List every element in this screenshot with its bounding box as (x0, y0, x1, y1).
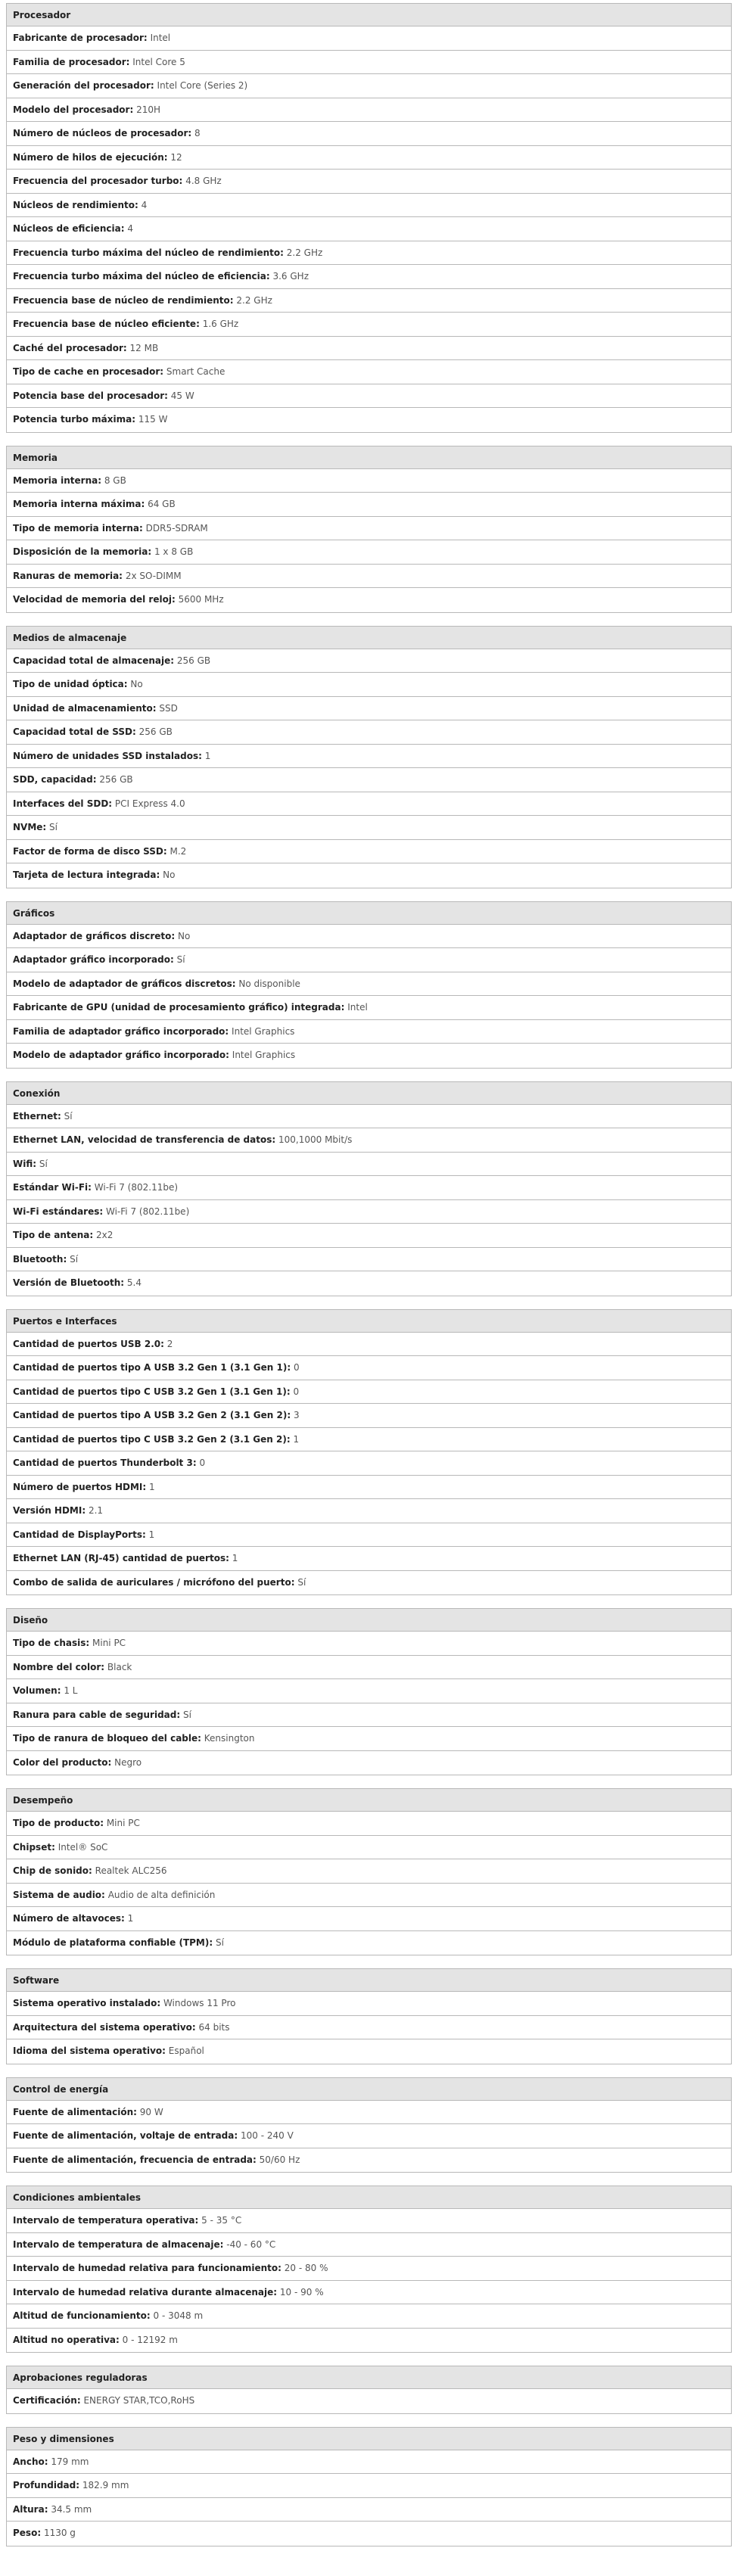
spec-value: 64 bits (198, 2021, 230, 2033)
spec-value: 1 (204, 750, 211, 761)
spec-label: Altura: (13, 2503, 48, 2515)
spec-value: 256 GB (176, 655, 211, 666)
spec-label: Tipo de unidad óptica: (13, 679, 128, 689)
spec-row (7, 1907, 731, 1931)
spec-label: Capacidad total de SSD: (13, 726, 136, 737)
spec-row (7, 1812, 731, 1836)
spec-row (7, 2474, 731, 2498)
spec-row (7, 217, 731, 241)
spec-value: 5 - 35 °C (201, 2215, 242, 2226)
spec-label: Intervalo de temperatura operativa: (13, 2215, 199, 2226)
spec-row (7, 1105, 731, 1129)
spec-section (6, 1081, 732, 1296)
spec-row (7, 469, 731, 493)
spec-value: ENERGY STAR,TCO,RoHS (83, 2395, 195, 2406)
spec-row (7, 26, 731, 51)
spec-label: Módulo de plataforma confiable (TPM): (13, 1937, 213, 1948)
spec-value: 8 (194, 128, 201, 138)
spec-row (7, 1547, 731, 1571)
spec-row (7, 2124, 731, 2148)
spec-value: 1 x 8 GB (154, 546, 194, 557)
spec-value: Sí (39, 1158, 48, 1169)
spec-label: Altitud de funcionamiento: (13, 2310, 151, 2321)
spec-value: DDR5-SDRAM (145, 522, 208, 534)
spec-row (7, 517, 731, 541)
spec-row (7, 1224, 731, 1248)
spec-row (7, 2233, 731, 2257)
spec-row (7, 1727, 731, 1751)
spec-value: 210H (136, 104, 161, 115)
spec-value: Intel (347, 1002, 368, 1013)
spec-row (7, 972, 731, 997)
spec-row (7, 1271, 731, 1296)
spec-label: NVMe: (13, 822, 47, 832)
spec-label: Ethernet LAN, velocidad de transferencia de datos: (13, 1134, 276, 1145)
spec-value: 0 - 3048 m (153, 2310, 204, 2321)
spec-label: Interfaces del SDD: (13, 798, 113, 809)
spec-label: Unidad de almacenamiento: (13, 702, 157, 714)
spec-value: No disponible (238, 978, 300, 989)
spec-label: Cantidad de puertos tipo C USB 3.2 Gen 2 (3.1 Gen 2): (13, 1433, 291, 1445)
spec-row (7, 1992, 731, 2016)
spec-row (7, 1751, 731, 1775)
spec-row (7, 948, 731, 972)
spec-label: Generación del procesador: (13, 80, 154, 91)
spec-row (7, 816, 731, 840)
spec-value: Intel Graphics (232, 1050, 296, 1060)
spec-value: No (130, 679, 143, 689)
spec-label: Profundidad: (13, 2480, 80, 2490)
spec-value: 90 W (139, 2106, 163, 2117)
spec-value: Smart Cache (166, 366, 225, 377)
spec-value: 1 (149, 1481, 155, 1492)
spec-label: Número de puertos HDMI: (13, 1481, 147, 1492)
spec-row (7, 588, 731, 612)
spec-label: Número de hilos de ejecución: (13, 151, 168, 163)
spec-row (7, 98, 731, 123)
spec-value: 2x SO-DIMM (125, 570, 182, 581)
spec-value: 2 (166, 1338, 173, 1349)
spec-label: Cantidad de puertos Thunderbolt 3: (13, 1458, 197, 1468)
spec-row (7, 2389, 731, 2413)
spec-row (7, 863, 731, 888)
section-title: Medios de almacenaje (7, 627, 731, 649)
section-title: Procesador (7, 4, 731, 26)
spec-label: Número de altavoces: (13, 1913, 125, 1924)
spec-row (7, 540, 731, 565)
spec-row (7, 673, 731, 697)
section-title: Diseño (7, 1609, 731, 1632)
spec-row (7, 1679, 731, 1703)
spec-label: Intervalo de temperatura de almacenaje: (13, 2238, 224, 2250)
spec-section (6, 3, 732, 433)
spec-section (6, 1788, 732, 1955)
spec-value: 0 (293, 1362, 300, 1373)
spec-label: Frecuencia base de núcleo de rendimiento: (13, 294, 234, 306)
spec-label: Frecuencia del procesador turbo: (13, 176, 183, 186)
spec-row (7, 1404, 731, 1428)
section-title: Desempeño (7, 1789, 731, 1812)
spec-value: 2x2 (96, 1230, 114, 1240)
section-title: Software (7, 1969, 731, 1992)
spec-row (7, 1356, 731, 1380)
spec-label: Número de unidades SSD instalados: (13, 750, 202, 761)
spec-row (7, 840, 731, 864)
spec-row (7, 408, 731, 432)
spec-value: 2.2 GHz (286, 247, 323, 258)
spec-label: Modelo de adaptador de gráficos discretos: (13, 978, 236, 989)
spec-row (7, 1656, 731, 1680)
spec-value: No (178, 930, 191, 941)
spec-label: Tarjeta de lectura integrada: (13, 870, 160, 880)
spec-value: Sí (216, 1937, 224, 1948)
spec-row (7, 1248, 731, 1272)
spec-value: 8 GB (104, 474, 126, 486)
spec-value: 12 MB (129, 342, 159, 353)
spec-value: Audio de alta definición (107, 1889, 216, 1900)
spec-row (7, 2450, 731, 2475)
spec-value: Intel Core 5 (132, 56, 185, 67)
spec-label: Combo de salida de auriculares / micrófono del puerto: (13, 1576, 295, 1588)
spec-value: Sí (176, 954, 185, 965)
spec-label: Ethernet LAN (RJ-45) cantidad de puertos: (13, 1553, 229, 1563)
spec-row (7, 1333, 731, 1357)
spec-row (7, 360, 731, 384)
spec-section (6, 2186, 732, 2353)
spec-value: Sí (70, 1253, 79, 1265)
spec-value: Negro (114, 1756, 142, 1768)
spec-label: Tipo de memoria interna: (13, 522, 143, 534)
spec-label: Sistema operativo instalado: (13, 1998, 161, 2008)
spec-row (7, 384, 731, 409)
spec-label: Fuente de alimentación, frecuencia de entrada: (13, 2154, 257, 2165)
spec-label: Chip de sonido: (13, 1865, 92, 1876)
spec-section (6, 2366, 732, 2414)
spec-row (7, 1428, 731, 1452)
spec-label: Frecuencia turbo máxima del núcleo de rendimiento: (13, 247, 284, 258)
spec-section (6, 901, 732, 1069)
spec-row (7, 1931, 731, 1955)
spec-section (6, 1608, 732, 1775)
spec-value: 0 - 12192 m (122, 2334, 178, 2345)
spec-value: 182.9 mm (82, 2480, 129, 2490)
spec-value: Sí (297, 1576, 306, 1588)
spec-value: 5.4 (126, 1277, 142, 1288)
spec-label: Potencia base del procesador: (13, 390, 168, 401)
spec-label: Intervalo de humedad relativa durante almacenaje: (13, 2286, 278, 2298)
spec-value: Intel® SoC (58, 1841, 108, 1853)
spec-row (7, 1476, 731, 1500)
spec-row (7, 1200, 731, 1224)
spec-row (7, 996, 731, 1020)
spec-value: 1130 g (43, 2528, 76, 2538)
spec-row (7, 2281, 731, 2305)
spec-row (7, 194, 731, 218)
spec-value: 3.6 GHz (272, 271, 309, 282)
spec-label: Adaptador de gráficos discreto: (13, 930, 176, 941)
spec-label: Ethernet: (13, 1110, 61, 1122)
spec-value: 2.1 (88, 1505, 104, 1516)
spec-value: 100,1000 Mbit/s (278, 1134, 353, 1145)
spec-value: 20 - 80 % (284, 2263, 328, 2273)
spec-label: Fabricante de procesador: (13, 33, 148, 43)
spec-row (7, 74, 731, 98)
spec-label: Bluetooth: (13, 1253, 67, 1265)
spec-row (7, 1859, 731, 1884)
spec-row (7, 1499, 731, 1523)
spec-row (7, 792, 731, 817)
spec-value: 4.8 GHz (185, 176, 222, 186)
spec-section (6, 2427, 732, 2546)
spec-row (7, 265, 731, 289)
spec-label: Wi-Fi estándares: (13, 1206, 104, 1217)
spec-label: Disposición de la memoria: (13, 546, 152, 557)
spec-row (7, 313, 731, 337)
spec-value: 1 (232, 1553, 238, 1563)
spec-value: Intel Graphics (232, 1025, 295, 1037)
spec-row (7, 2329, 731, 2353)
spec-value: -40 - 60 °C (226, 2238, 276, 2250)
spec-label: Número de núcleos de procesador: (13, 128, 192, 138)
spec-row (7, 493, 731, 517)
spec-label: Cantidad de puertos tipo A USB 3.2 Gen 2 (3.1 Gen 2): (13, 1410, 291, 1420)
spec-label: Modelo de adaptador gráfico incorporado: (13, 1050, 229, 1060)
spec-row (7, 146, 731, 170)
spec-value: Intel (150, 33, 171, 43)
spec-value: Sí (64, 1110, 73, 1122)
spec-label: Estándar Wi-Fi: (13, 1182, 92, 1193)
spec-value: SSD (159, 702, 178, 714)
spec-value: 2.2 GHz (236, 294, 272, 306)
section-title: Aprobaciones reguladoras (7, 2366, 731, 2389)
spec-row (7, 697, 731, 721)
spec-row (7, 289, 731, 313)
spec-label: Fabricante de GPU (unidad de procesamiento gráfico) integrada: (13, 1002, 345, 1013)
spec-row (7, 1380, 731, 1405)
spec-section (6, 626, 732, 888)
section-title: Puertos e Interfaces (7, 1310, 731, 1333)
spec-value: Kensington (204, 1733, 255, 1744)
spec-label: Certificación: (13, 2395, 81, 2406)
spec-row (7, 1128, 731, 1153)
spec-label: Cantidad de puertos tipo A USB 3.2 Gen 1 (3.1 Gen 1): (13, 1362, 291, 1373)
spec-row (7, 241, 731, 266)
spec-label: Velocidad de memoria del reloj: (13, 594, 176, 605)
spec-value: 64 GB (148, 499, 176, 509)
spec-row (7, 2257, 731, 2281)
spec-value: PCI Express 4.0 (114, 798, 185, 809)
spec-label: Sistema de audio: (13, 1889, 105, 1900)
spec-label: Cantidad de puertos tipo C USB 3.2 Gen 1 (3.1 Gen 1): (13, 1386, 291, 1397)
spec-row (7, 1523, 731, 1548)
spec-label: Idioma del sistema operativo: (13, 2046, 166, 2056)
spec-label: Tipo de ranura de bloqueo del cable: (13, 1733, 201, 1744)
spec-value: 1 (293, 1433, 300, 1445)
spec-label: Cantidad de puertos USB 2.0: (13, 1338, 164, 1349)
spec-label: Volumen: (13, 1685, 61, 1696)
spec-label: Versión de Bluetooth: (13, 1277, 125, 1288)
spec-label: Intervalo de humedad relativa para funcionamiento: (13, 2263, 281, 2273)
spec-row (7, 1632, 731, 1656)
spec-label: Fuente de alimentación, voltaje de entrada: (13, 2130, 238, 2141)
spec-row (7, 1451, 731, 1476)
spec-value: M.2 (170, 845, 187, 857)
spec-row (7, 1836, 731, 1860)
spec-label: Cantidad de DisplayPorts: (13, 1529, 146, 1540)
spec-value: Intel Core (Series 2) (157, 80, 248, 91)
spec-label: Núcleos de rendimiento: (13, 199, 138, 210)
spec-label: SDD, capacidad: (13, 774, 97, 785)
spec-row (7, 745, 731, 769)
spec-value: 256 GB (99, 774, 133, 785)
spec-row (7, 565, 731, 589)
spec-section (6, 446, 732, 613)
spec-row (7, 2522, 731, 2546)
spec-label: Frecuencia base de núcleo eficiente: (13, 319, 200, 329)
spec-row (7, 1044, 731, 1068)
spec-value: Español (168, 2046, 204, 2056)
spec-row (7, 337, 731, 361)
spec-row (7, 51, 731, 75)
spec-label: Adaptador gráfico incorporado: (13, 954, 174, 965)
spec-row (7, 170, 731, 194)
spec-label: Altitud no operativa: (13, 2334, 120, 2345)
spec-section (6, 1968, 732, 2064)
spec-value: Wi-Fi 7 (802.11be) (94, 1182, 179, 1193)
spec-label: Tipo de producto: (13, 1818, 104, 1828)
spec-row (7, 2498, 731, 2522)
spec-row (7, 649, 731, 674)
spec-value: 1 L (64, 1685, 78, 1696)
spec-label: Capacidad total de almacenaje: (13, 655, 175, 666)
spec-label: Ranura para cable de seguridad: (13, 1709, 181, 1720)
spec-label: Fuente de alimentación: (13, 2106, 137, 2117)
spec-row (7, 768, 731, 792)
spec-row (7, 1571, 731, 1595)
spec-label: Tipo de chasis: (13, 1638, 90, 1648)
section-title: Conexión (7, 1082, 731, 1105)
spec-row (7, 1703, 731, 1728)
spec-row (7, 2148, 731, 2173)
section-title: Memoria (7, 446, 731, 469)
spec-value: Mini PC (106, 1818, 140, 1828)
section-title: Condiciones ambientales (7, 2186, 731, 2209)
spec-section (6, 1309, 732, 1596)
spec-value: 1 (127, 1913, 134, 1924)
spec-label: Familia de adaptador gráfico incorporado: (13, 1025, 229, 1037)
spec-row (7, 925, 731, 949)
spec-label: Nombre del color: (13, 1661, 105, 1672)
spec-value: 10 - 90 % (279, 2286, 324, 2298)
spec-label: Memoria interna máxima: (13, 499, 145, 509)
spec-label: Arquitectura del sistema operativo: (13, 2021, 196, 2033)
spec-row (7, 2039, 731, 2064)
spec-row (7, 1020, 731, 1044)
spec-value: 50/60 Hz (259, 2154, 300, 2165)
spec-row (7, 1884, 731, 1908)
spec-value: 0 (199, 1458, 206, 1468)
spec-value: 1 (148, 1529, 155, 1540)
spec-value: Sí (49, 822, 58, 832)
spec-label: Familia de procesador: (13, 56, 130, 67)
spec-value: 1.6 GHz (202, 319, 239, 329)
spec-label: Núcleos de eficiencia: (13, 223, 125, 234)
spec-row (7, 2209, 731, 2233)
spec-row (7, 2304, 731, 2329)
spec-value: 4 (141, 199, 148, 210)
spec-label: Tipo de antena: (13, 1230, 94, 1240)
spec-value: 4 (127, 223, 133, 234)
spec-value: Realtek ALC256 (95, 1865, 167, 1876)
spec-value: 34.5 mm (51, 2503, 92, 2515)
spec-label: Caché del procesador: (13, 342, 127, 353)
spec-value: Sí (182, 1709, 191, 1720)
spec-label: Tipo de cache en procesador: (13, 366, 164, 377)
spec-value: 3 (293, 1410, 300, 1420)
spec-label: Versión HDMI: (13, 1505, 86, 1516)
spec-value: 100 - 240 V (240, 2130, 294, 2141)
spec-value: No (163, 870, 176, 880)
spec-label: Peso: (13, 2528, 42, 2538)
spec-value: 256 GB (138, 726, 173, 737)
spec-row (7, 720, 731, 745)
spec-value: 5600 MHz (178, 594, 224, 605)
spec-value: 45 W (170, 390, 194, 401)
spec-label: Chipset: (13, 1841, 55, 1853)
section-title: Control de energía (7, 2078, 731, 2101)
spec-value: 0 (293, 1386, 300, 1397)
spec-label: Ranuras de memoria: (13, 570, 123, 581)
spec-label: Color del producto: (13, 1756, 112, 1768)
spec-label: Modelo del procesador: (13, 104, 134, 115)
spec-section (6, 2077, 732, 2173)
spec-row (7, 122, 731, 146)
spec-label: Memoria interna: (13, 474, 102, 486)
spec-value: 179 mm (51, 2456, 89, 2467)
spec-label: Potencia turbo máxima: (13, 414, 136, 425)
spec-row (7, 1153, 731, 1177)
spec-value: Mini PC (92, 1638, 126, 1648)
spec-label: Frecuencia turbo máxima del núcleo de eficiencia: (13, 271, 270, 282)
section-title: Gráficos (7, 902, 731, 925)
spec-label: Wifi: (13, 1158, 37, 1169)
spec-label: Factor de forma de disco SSD: (13, 845, 167, 857)
spec-value: 12 (170, 151, 182, 163)
spec-row (7, 1176, 731, 1200)
spec-row (7, 2016, 731, 2040)
spec-value: 115 W (138, 414, 168, 425)
section-title: Peso y dimensiones (7, 2428, 731, 2450)
spec-value: Black (107, 1661, 132, 1672)
spec-row (7, 2101, 731, 2125)
spec-label: Ancho: (13, 2456, 48, 2467)
spec-value: Windows 11 Pro (163, 1998, 236, 2008)
spec-value: Wi-Fi 7 (802.11be) (106, 1206, 190, 1217)
